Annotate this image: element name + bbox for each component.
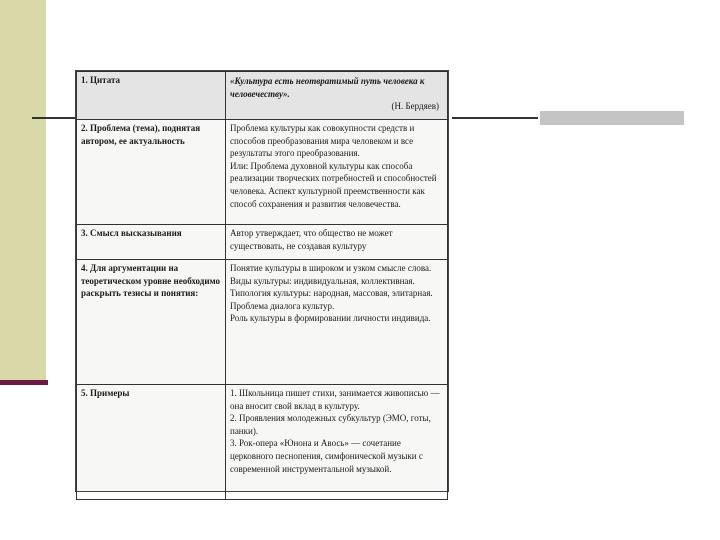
side-decoration-bar [0,0,46,383]
content-line: Проблема культуры как совокупности средств и способов преобразования мира человеком и все результаты этого преобразования. [230,123,415,159]
row-label: 4. Для аргументации на теоретическом уровне необходимо раскрыть тезисы и понятия: [77,260,226,385]
table-row [77,260,448,385]
table-row [77,385,448,500]
quote-author: (Н. Бердяев) [391,101,439,112]
content-line: 1. Школьница пишет стихи, занимается живописью — она вносит свой вклад в культуру. [230,388,440,411]
scanned-document [75,70,449,492]
title-rule-left [32,117,75,119]
content-line: 3. Рок-опера «Юнона и Авось» — сочетание церковного песнопения, симфонической музыки с современной инструментальной музыкой. [230,438,423,474]
side-accent-line [0,380,48,385]
content-line: 2. Проявления молодежных субкультур (ЭМО, готы, панки). [230,413,431,436]
content-line: Понятие культуры в широком и узком смысле слова. [230,263,432,273]
row-content [226,260,448,385]
row-label: 5. Примеры [77,385,226,500]
row-content [226,385,448,500]
row-content [226,72,448,120]
content-line: Типология культуры: народная, массовая, элитарная. [230,288,433,299]
content-line: Или: Проблема духовной культуры как способа реализации творческих потребностей и способностей человека. Аспект культурной преемственности как способ сохранения и развития человечества. [230,160,437,209]
row-label: 2. Проблема (тема), поднятая автором, ее актуальность [77,120,226,225]
essay-plan-table [76,71,448,500]
content-line: Роль культуры в формировании личности индивида. [230,313,431,324]
row-content [226,225,448,260]
table-row [77,72,448,120]
row-label: 3. Смысл высказывания [77,225,226,260]
quote-text: «Культура есть неотвратимый путь человека к человечеству». [230,76,425,99]
title-rule-right [452,117,538,119]
table-row [77,225,448,260]
row-content [226,120,448,225]
row-label: 1. Цитата [77,72,226,120]
content-line: Виды культуры: индивидуальная, коллективная. [230,275,415,286]
table-row [77,120,448,225]
content-line: Автор утверждает, что общество не может существовать, не создавая культуру [230,228,393,251]
title-rule-grey-block [540,111,684,125]
content-line: Проблема диалога культур. [230,300,335,311]
